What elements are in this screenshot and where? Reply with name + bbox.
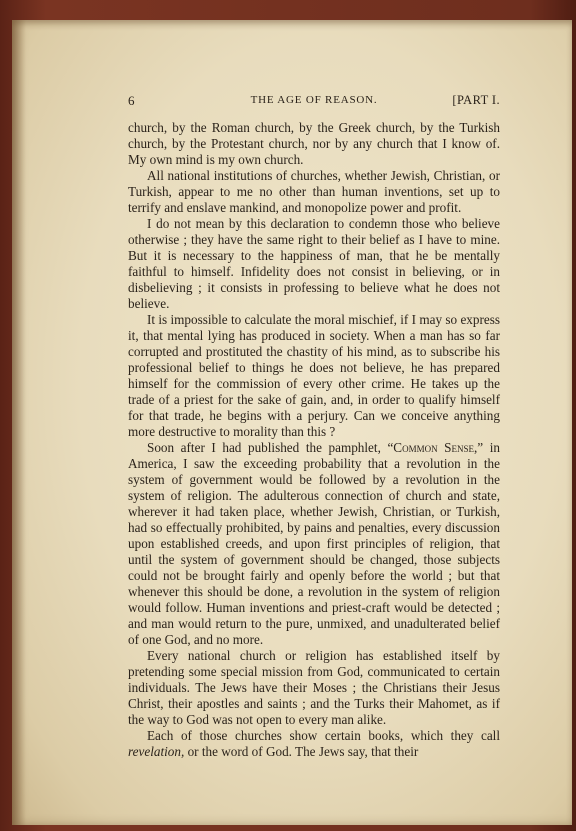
page-gutter-shadow <box>12 20 26 825</box>
running-header <box>128 93 500 111</box>
running-title: THE AGE OF REASON. <box>250 94 378 106</box>
paragraph <box>128 440 500 648</box>
text-run: Each of those churches show certain books, which they call <box>147 728 500 743</box>
page-number: 6 <box>128 93 135 108</box>
paragraph: All national institutions of churches, whether Jewish, Christian, or Turkish, appear to me no other than human inventions, set up to terrify and enslave mankind, and monopolize power and profit. <box>128 168 500 215</box>
paragraph: It is impossible to calculate the moral mischief, if I may so express it, that mental lying has produced in society. When a man has so far corrupted and prostituted the chastity of his mind, as to subscribe his professional belief to things he does not believe, he has prepared himself for the commission of every other crime. He takes up the trade of a priest for the sake of gain, and, in order to qualify himself for that trade, he begins with a perjury. Can we conceive anything more destructive to morality than this ? <box>128 312 500 439</box>
paragraph <box>128 728 500 760</box>
paragraph: church, by the Roman church, by the Greek church, by the Turkish church, by the Protestant church, nor by any church that I know of. My own mind is my own church. <box>128 120 500 167</box>
paragraph: Every national church or religion has established itself by pretending some special mission from God, communicated to certain individuals. The Jews have their Moses ; the Christians their Jesus Christ, their apostles and saints ; and the Turks their Mahomet, as if the way to God was not open to every man alike. <box>128 648 500 727</box>
part-label: [PART I. <box>452 93 500 107</box>
page-body-text <box>128 120 500 760</box>
text-run: ” in America, I saw the exceeding probability that a revolution in the system of government would be followed by a revolution in the system of religion. The adulterous connection of church and state, wherever it had taken place, whether Jewish, Christian, or Turkish, had so effectually prohibited, by pains and penalties, every discussion upon established creeds, and upon first principles of religion, that until the system of government should be changed, those subjects could not be brought fairly and openly before the world ; but that whenever this should be done, a revolution in the system of religion would follow. Human inventions and priest-craft would be detected ; and man would return to the pure, unmixed, and unadulterated belief of one God, and no more. <box>128 440 500 647</box>
paragraph: I do not mean by this declaration to condemn those who believe otherwise ; they have the same right to their belief as I have to mine. But it is necessary to the happiness of man, that he be mentally faithful to himself. Infidelity does not consist in believing, or in disbelieving ; it consists in professing to believe what he does not believe. <box>128 216 500 311</box>
text-run: or the word of God. The Jews say, that their <box>184 744 419 759</box>
italic-term: revelation, <box>128 744 185 759</box>
pamphlet-title: Common Sense, <box>393 440 478 455</box>
text-run: Soon after I had published the pamphlet, “ <box>147 440 394 455</box>
